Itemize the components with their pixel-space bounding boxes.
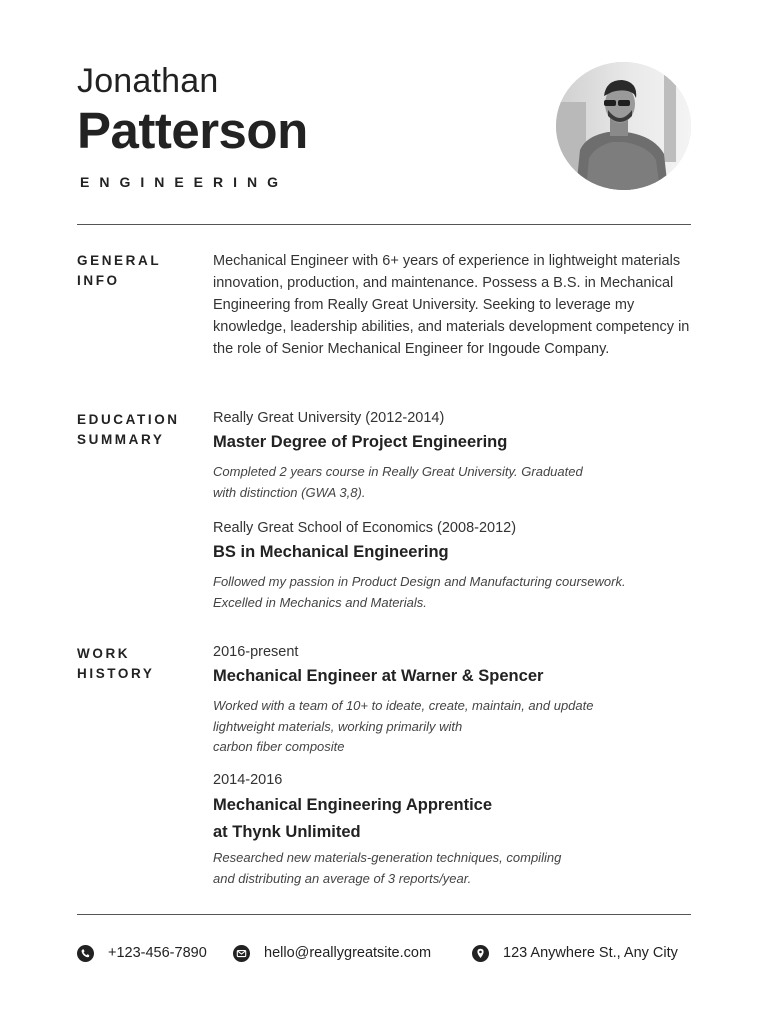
work-description xyxy=(213,696,693,758)
section-label-line: SUMMARY xyxy=(77,432,165,447)
section-label-line: WORK xyxy=(77,646,131,661)
work-position-line: at Thynk Unlimited xyxy=(213,823,361,841)
work-description xyxy=(213,848,693,889)
education-period: Really Great University (2012-2014) xyxy=(213,410,445,426)
header-divider xyxy=(77,224,691,225)
description-line: with distinction (GWA 3,8). xyxy=(213,484,366,500)
email-icon xyxy=(233,945,250,962)
description-line: Researched new materials-generation techniques, compiling xyxy=(213,850,562,865)
education-description xyxy=(213,462,693,503)
phone-icon xyxy=(77,945,94,962)
section-label-general-info xyxy=(77,251,161,291)
contact-email xyxy=(233,942,431,964)
description-line: and distributing an average of 3 reports/year. xyxy=(213,870,472,886)
section-label-line: INFO xyxy=(77,273,120,288)
education-description xyxy=(213,572,693,613)
location-pin-icon xyxy=(472,945,489,962)
work-period: 2016-present xyxy=(213,644,299,660)
profile-photo xyxy=(556,62,691,190)
first-name: Jonathan xyxy=(77,62,219,100)
contact-phone xyxy=(77,942,207,964)
education-degree: Master Degree of Project Engineering xyxy=(213,433,508,451)
education-period: Really Great School of Economics (2008-2012) xyxy=(213,520,517,536)
description-line: Followed my passion in Product Design and Manufacturing coursework. xyxy=(213,574,626,589)
phone-number[interactable]: +123-456-7890 xyxy=(108,945,207,961)
footer-divider xyxy=(77,914,691,915)
description-line: lightweight materials, working primarily with xyxy=(213,718,463,734)
work-position-line: Mechanical Engineering Apprentice xyxy=(213,796,493,814)
section-label-line: HISTORY xyxy=(77,666,155,681)
section-label-work-history xyxy=(77,644,154,684)
work-position xyxy=(213,792,683,846)
profile-photo-illustration xyxy=(556,62,691,190)
description-line: Excelled in Mechanics and Materials. xyxy=(213,594,427,610)
email-address[interactable]: hello@reallygreatsite.com xyxy=(264,945,432,961)
job-title: ENGINEERING xyxy=(80,174,289,190)
street-address: 123 Anywhere St., Any City xyxy=(503,945,678,961)
section-label-education xyxy=(77,410,180,450)
work-period: 2014-2016 xyxy=(213,772,283,788)
education-degree: BS in Mechanical Engineering xyxy=(213,543,449,561)
last-name: Patterson xyxy=(77,102,308,159)
description-line: Completed 2 years course in Really Great University. Graduated xyxy=(213,464,583,479)
section-label-line: GENERAL xyxy=(77,253,162,268)
general-info-text: Mechanical Engineer with 6+ years of experience in lightweight materials innovation, production, and maintenance. Possess a B.S. in Mechanical Engineering from Really Great University. Seeking to leverage my knowledge, leadership abilities, and materials development competency in the role of Senior Mechanical Engineer for Ingoude Company. xyxy=(213,253,690,357)
contact-address xyxy=(472,942,678,964)
work-position: Mechanical Engineer at Warner & Spencer xyxy=(213,667,544,685)
description-line: Worked with a team of 10+ to ideate, create, maintain, and update xyxy=(213,698,594,713)
description-line: carbon fiber composite xyxy=(213,739,345,754)
section-label-line: EDUCATION xyxy=(77,412,180,427)
